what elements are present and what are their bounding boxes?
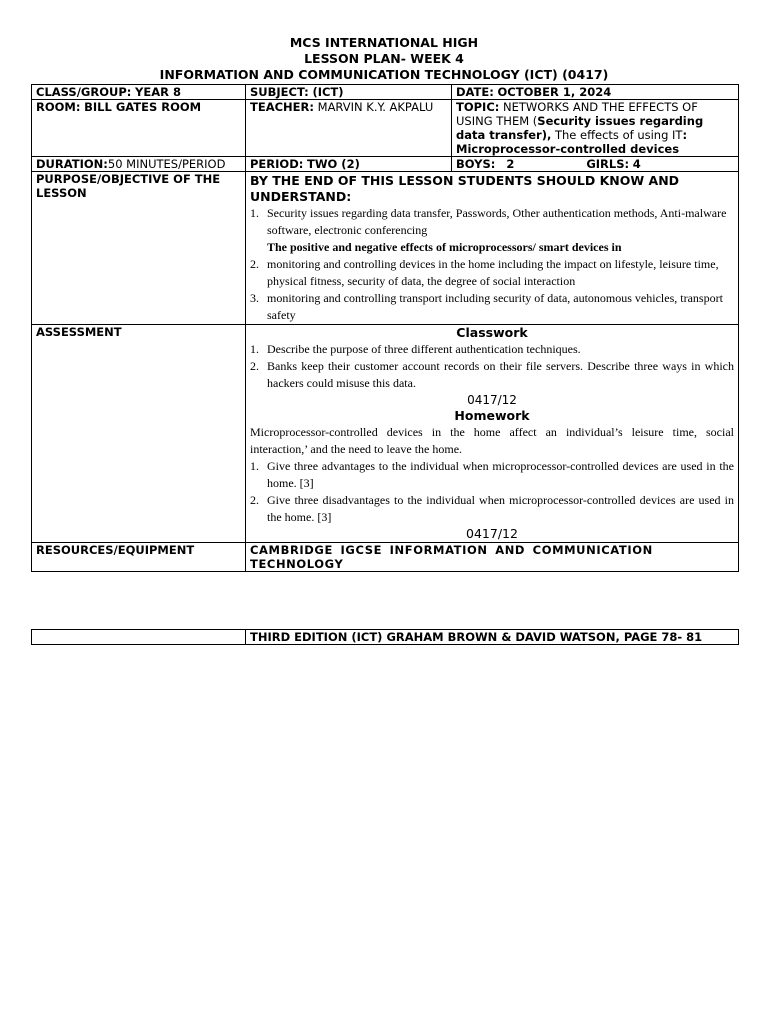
topic-value: NETWORKS AND THE EFFECTS OF USING THEM ( [456,100,698,128]
subject-value: (ICT) [312,85,344,99]
girls-value: 4 [632,157,641,171]
date-label: DATE: [456,85,494,99]
classwork-list [250,341,734,392]
class-label: CLASS/GROUP: [36,85,132,99]
course-title: INFORMATION AND COMMUNICATION TECHNOLOGY (ICT) (0417) [159,67,609,82]
topic-cell [452,100,739,157]
objective-subheading: The positive and negative effects of microprocessors/ smart devices in [267,240,622,254]
topic-colon: : [682,128,688,142]
row-room [32,100,739,157]
boys-label: BOYS: [456,157,496,171]
room-cell [32,100,246,157]
date-cell [452,85,739,100]
list-item: 2. Banks keep their customer account records on their file servers. Describe three ways in which hackers could misuse this data. [250,359,734,390]
resources-continuation-table [31,629,739,645]
subject-label: SUBJECT: [250,85,309,99]
resources-label: RESOURCES/EQUIPMENT [32,543,246,572]
teacher-label: TEACHER: [250,100,314,114]
homework-intro: Microprocessor-controlled devices in the home affect an individual’s leisure time, social interaction,’ and the need to leave the home. [250,425,734,456]
row-class [32,85,739,100]
girls-label: GIRLS: [586,157,630,171]
teacher-cell [246,100,452,157]
homework-list [250,458,734,526]
school-name: MCS INTERNATIONAL HIGH [289,35,479,50]
gender-count-cell [452,157,739,172]
objective-intro: BY THE END OF THIS LESSON STUDENTS SHOULD KNOW AND UNDERSTAND: [250,173,680,204]
topic-bold: Security issues regarding data transfer), [456,114,704,142]
period-label: PERIOD: [250,157,304,171]
classwork-title: Classwork [456,325,528,340]
topic-rest: The effects of using IT [554,128,683,142]
class-value: YEAR 8 [135,85,181,99]
teacher-value: MARVIN K.Y. AKPALU [317,100,434,114]
duration-cell [32,157,246,172]
lesson-plan-table [31,84,739,572]
list-item: 1. Security issues regarding data transfer, Passwords, Other authentication methods, Anti-malware software, electronic conferencing [250,206,727,237]
homework-title: Homework [454,408,530,423]
class-cell [32,85,246,100]
list-item: 1. Describe the purpose of three different authentication techniques. [250,342,581,356]
classwork-code: 0417/12 [467,393,517,407]
row-resources-continued [32,630,739,645]
row-resources [32,543,739,572]
row-assessment [32,325,739,543]
row-objective [32,172,739,325]
lesson-plan-title: LESSON PLAN- WEEK 4 [304,51,464,66]
period-cell [246,157,452,172]
objective-cell [246,172,739,325]
homework-code: 0417/12 [466,526,518,541]
date-value: OCTOBER 1, 2024 [497,85,612,99]
list-item: 1. Give three advantages to the individual when microprocessor-controlled devices are used in the home. [3] [250,459,734,490]
empty-cell [32,630,246,645]
list-item: 2. monitoring and controlling devices in the home including the impact on lifestyle, leisure time, physical fitness, security of data, the degree of social interaction [250,257,719,288]
assessment-label: ASSESSMENT [32,325,246,543]
topic-bold2: Microprocessor-controlled devices [456,142,680,156]
resources-line1: CAMBRIDGE IGCSE INFORMATION AND COMMUNICATION TECHNOLOGY [250,543,653,571]
duration-value: 50 MINUTES/PERIOD [107,157,226,171]
resources-line2: THIRD EDITION (ICT) GRAHAM BROWN & DAVID WATSON, PAGE 78- 81 [246,630,739,645]
duration-label: DURATION: [36,157,108,171]
list-item: 3. monitoring and controlling transport including security of data, autonomous vehicles, transport safety [250,291,723,322]
objective-list [250,205,734,324]
subject-cell [246,85,452,100]
room-label: ROOM: [36,100,81,114]
period-value: TWO (2) [307,157,360,171]
assessment-cell [246,325,739,543]
list-item: 2. Give three disadvantages to the individual when microprocessor-controlled devices are used in the home. [3] [250,493,734,524]
boys-value: 2 [506,157,515,171]
row-duration [32,157,739,172]
topic-label: TOPIC: [456,100,500,114]
room-value: BILL GATES ROOM [84,100,202,114]
objective-label: PURPOSE/OBJECTIVE OF THE LESSON [32,172,246,325]
resources-cell [246,543,739,572]
